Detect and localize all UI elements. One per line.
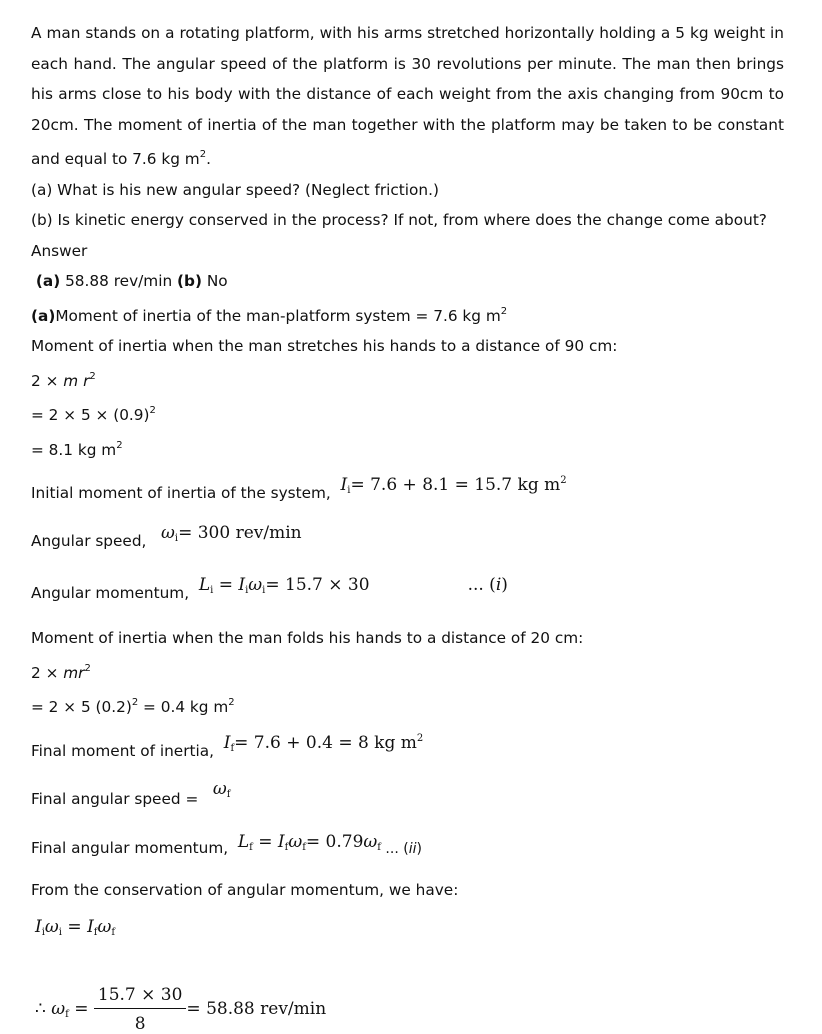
stretched-moi-line: Moment of inertia when the man stretches his hands to a distance of 90 cm: [31, 337, 618, 355]
question-text: A man stands on a rotating platform, with his arms stretched horizontally holding a 5 kg weight in each hand. The angular speed of the platform is 30 revolutions per minute. The man then brings his arms close to his body with the distance of each weight from the axis changing from 90cm to 20cm. The moment of inertia of the man together with the platform may be taken to be constant and equal to 7.6 kg $m^2$. [31, 24, 784, 168]
final-result-equation: ∴ $\omega_f$ = $\frac{15.7 \times 30}{8}$ = 58.88 rev/min [35, 985, 327, 1034]
angular-momentum-line: Angular momentum, $L_i = I_i\omega_i= 15.7 \times 30$ ... (i) [31, 575, 508, 602]
formula-substitution: = $2 \times 5 \times (0.9)^2$ [31, 405, 156, 424]
conservation-equation: $I_i\omega_i = I_f\omega_f$ [35, 917, 116, 938]
angular-speed-line: Angular speed, $\omega_i= 300$ rev/min [31, 523, 302, 550]
formula-result: = 8.1 kg $m^2$ [31, 439, 123, 459]
formula-2mr2: 2 × m $r^2$ [31, 370, 96, 390]
fraction: $\frac{15.7 \times 30}{8}$ [94, 985, 187, 1034]
answer-heading: Answer [31, 241, 88, 260]
initial-moi-line: Initial moment of inertia of the system, $I_i= 7.6 + 8.1 = 15.7$ kg $m^2$ [31, 475, 567, 502]
answer-summary: (a) 58.88 rev/min (b) No [35, 272, 228, 290]
solution-document [31, 18, 784, 1034]
conservation-line: From the conservation of angular momentum, we have: [31, 880, 459, 899]
final-speed-line: Final angular speed = $\omega_f$ [31, 778, 231, 808]
folded-moi-line: Moment of inertia when the man folds his hands to a distance of 20 cm: [31, 629, 584, 647]
system-moi-line: (a)Moment of inertia of the man-platform system = 7.6 kg $m^2$ [31, 305, 508, 325]
question-part-b: (b) Is kinetic energy conserved in the process? If not, from where does the change come about? [31, 211, 767, 229]
formula-folded-result: = 2 × 5 $(0.2)^2 = 0.4$ kg $m^2$ [31, 697, 235, 716]
question-part-a: (a) What is his new angular speed? (Neglect friction.) [31, 180, 439, 199]
formula-2mr2-folded: $2 \times mr^2$ [31, 662, 91, 682]
final-momentum-line: Final angular momentum, $L_f = I_f\omega_f= 0.79\omega_f$ ... (ii) [31, 831, 422, 857]
final-moi-line: Final moment of inertia, $I_f= 7.6 + 0.4 = 8$ kg $m^2$ [31, 732, 424, 760]
